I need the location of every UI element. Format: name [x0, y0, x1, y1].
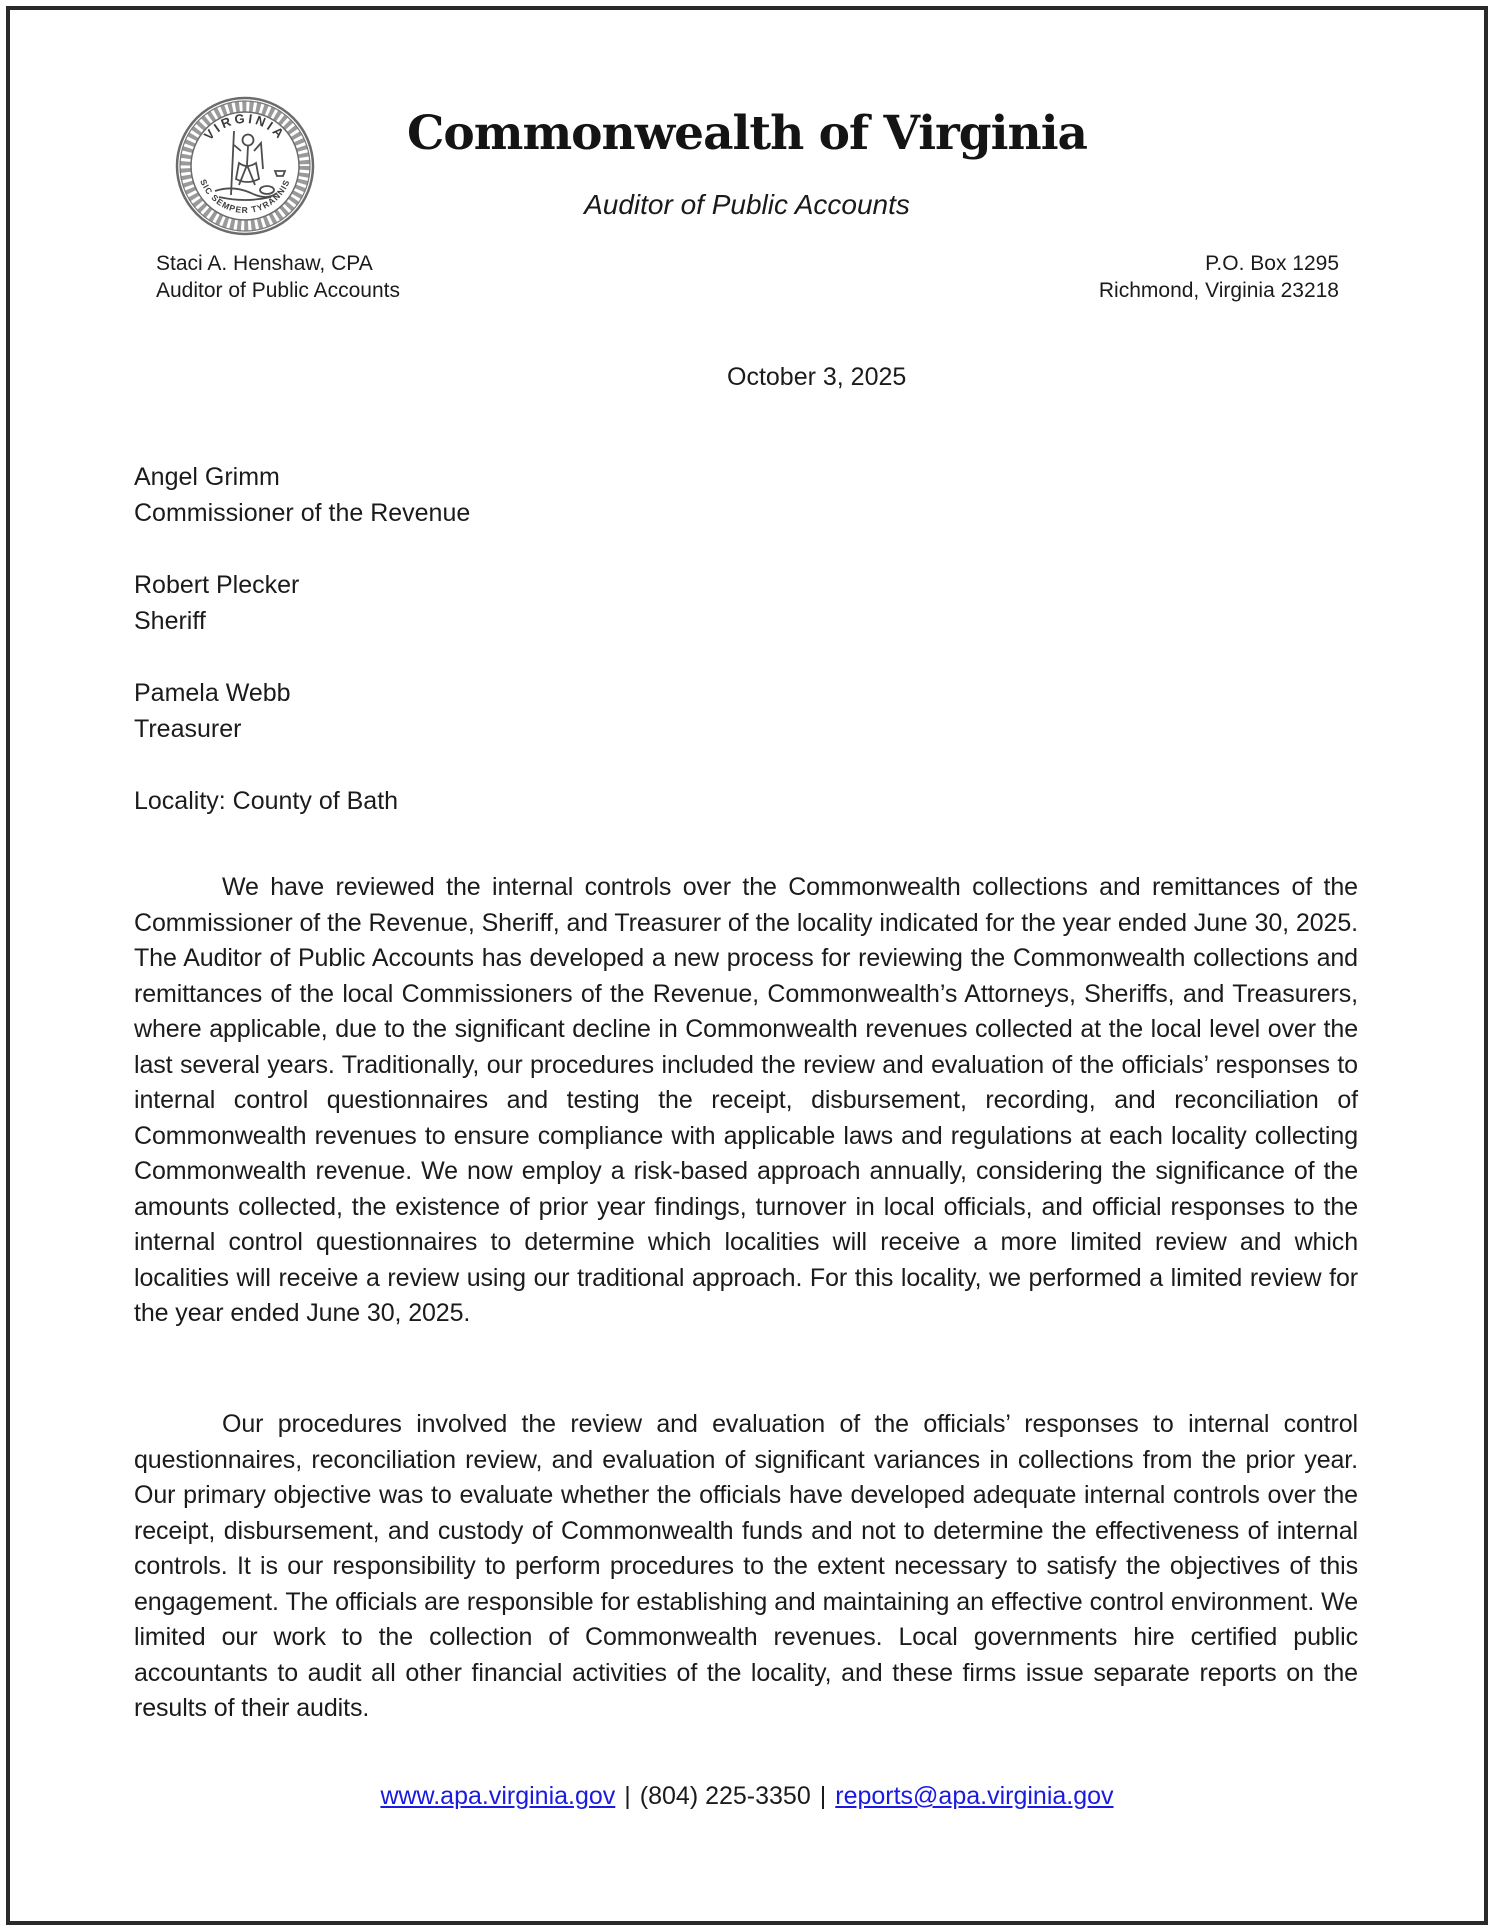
- recipient-name: Angel Grimm: [134, 463, 280, 491]
- office-address-block: [1099, 250, 1339, 304]
- recipient-group: [134, 459, 470, 531]
- recipient-group: [134, 675, 470, 747]
- email-link[interactable]: reports@apa.virginia.gov: [835, 1782, 1114, 1810]
- body-paragraph-2: Our procedures involved the review and evaluation of the officials’ responses to internal control questionnaires, reconciliation review, and evaluation of significant variances in collections from the prior year. Our primary objective was to evaluate whether the officials have developed adequate internal controls over the receipt, disbursement, and custody of Commonwealth funds and not to determine the effectiveness of internal controls. It is our responsibility to perform procedures to the extent necessary to satisfy the objectives of this engagement. The officials are responsible for establishing and maintaining an effective control environment. We limited our work to the collection of Commonwealth revenues. Local governments hire certified public accountants to audit all other financial activities of the locality, and these firms issue separate reports on the results of their audits.: [134, 1410, 1358, 1722]
- letterhead-subtitle: Auditor of Public Accounts: [584, 189, 910, 220]
- auditor-identity-block: [156, 250, 400, 304]
- auditor-title: Auditor of Public Accounts: [156, 279, 400, 302]
- footer-contact-line: [10, 1782, 1484, 1811]
- recipient-title: Treasurer: [134, 715, 242, 743]
- auditor-name: Staci A. Henshaw, CPA: [156, 252, 373, 275]
- letterhead-title: Commonwealth of Virginia: [406, 106, 1088, 161]
- recipient-title: Sheriff: [134, 607, 206, 635]
- city-state-zip-line: Richmond, Virginia 23218: [1098, 279, 1339, 302]
- seal-top-text: VIRGINIA: [200, 110, 290, 143]
- locality-line: Locality: County of Bath: [134, 787, 399, 815]
- recipient-group: [134, 567, 470, 639]
- footer-separator: |: [819, 1782, 827, 1810]
- po-box-line: P.O. Box 1295: [1205, 252, 1339, 275]
- recipient-block: [134, 459, 470, 855]
- footer-separator: |: [624, 1782, 631, 1810]
- phone-number: (804) 225-3350: [639, 1782, 811, 1810]
- letter-page: [6, 6, 1488, 1925]
- letter-date: October 3, 2025: [727, 363, 907, 391]
- recipient-name: Robert Plecker: [134, 571, 300, 599]
- locality-group: [134, 783, 470, 819]
- recipient-title: Commissioner of the Revenue: [134, 499, 471, 527]
- body-paragraph-1: We have reviewed the internal controls over the Commonwealth collections and remittances of the Commissioner of the Revenue, Sheriff, and Treasurer of the locality indicated for the year ended June 30, 2025. The Auditor of Public Accounts has developed a new process for reviewing the Commonwealth collections and remittances of the local Commissioners of the Revenue, Commonwealth’s Attorneys, Sheriffs, and Treasurers, where applicable, due to the significant decline in Commonwealth revenues collected at the local level over the last several years. Traditionally, our procedures included the review and evaluation of the officials’ responses to internal control questionnaires and testing the receipt, disbursement, recording, and reconciliation of Commonwealth revenues to ensure compliance with applicable laws and regulations at each locality collecting Commonwealth revenue. We now employ a risk-based approach annually, considering the significance of the amounts collected, the existence of prior year findings, turnover in local officials, and official responses to the internal control questionnaires to determine which localities will receive a more limited review and which localities will receive a review using our traditional approach. For this locality, we performed a limited review for the year ended June 30, 2025.: [134, 873, 1358, 1327]
- recipient-name: Pamela Webb: [134, 679, 291, 707]
- seal-motto-text: SIC SEMPER TYRANNIS: [198, 177, 292, 216]
- website-link[interactable]: www.apa.virginia.gov: [380, 1782, 616, 1810]
